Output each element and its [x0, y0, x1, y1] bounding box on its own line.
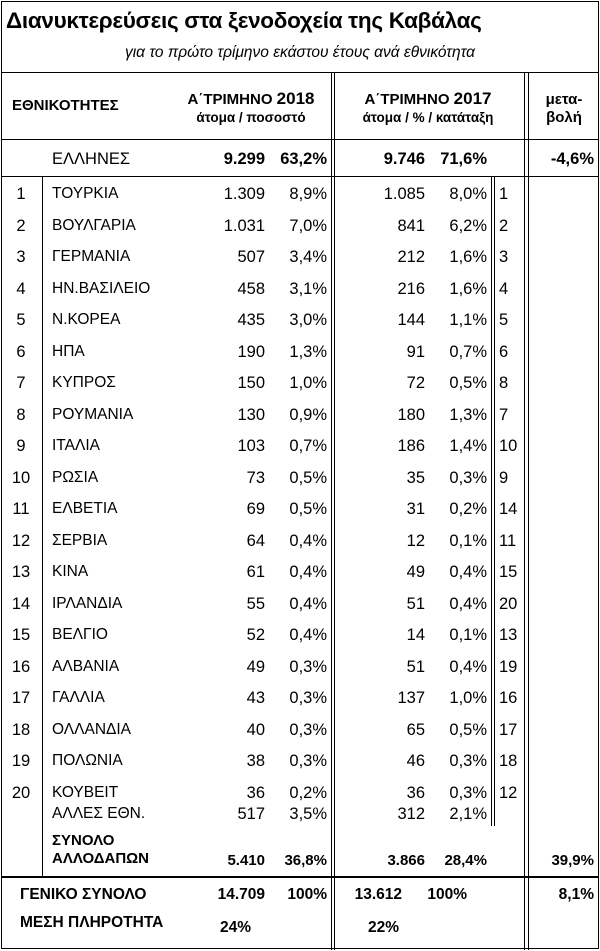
row-2018-percent: 3,0% [289, 311, 327, 329]
row-2017-value: 36 [406, 783, 425, 802]
row-2018-value: 64 [246, 531, 265, 550]
divider [2, 176, 598, 177]
header-2017-subtitle: άτομα / % / κατάταξη [362, 110, 494, 125]
row-2017-rank: 7 [499, 405, 509, 424]
row-rank: 19 [11, 752, 31, 770]
row-2018-value: 38 [246, 752, 265, 770]
row-nationality: ΙΤΑΛΙΑ [52, 437, 100, 454]
row-2018-value: 507 [237, 248, 265, 266]
row-rank: 7 [16, 374, 26, 392]
row-nationality: ΒΕΛΓΙΟ [52, 626, 108, 643]
row-2018-percent: 0,3% [289, 657, 327, 676]
row-2018-percent: 1,0% [289, 374, 327, 392]
row-2018-percent: 0,5% [289, 500, 327, 518]
row-2017-value: 180 [397, 405, 425, 424]
column-rule [491, 176, 492, 826]
row-2017-rank: 11 [499, 531, 517, 550]
row-2017-percent: 8,0% [449, 185, 487, 203]
row-nationality: ΕΛΒΕΤΙΑ [52, 500, 118, 517]
row-2018-value: 73 [246, 468, 265, 487]
others-label: ΑΛΛΕΣ ΕΘΝ. [52, 805, 146, 822]
row-rank: 13 [11, 563, 31, 581]
row-nationality: ΡΩΣΙΑ [52, 468, 99, 486]
row-2017-percent: 0,5% [449, 720, 487, 739]
row-nationality: ΟΛΛΑΝΔΙΑ [52, 720, 132, 738]
row-2017-percent: 0,4% [449, 563, 487, 581]
statistics-sheet [1, 1, 599, 949]
row-rank: 17 [11, 689, 31, 707]
row-nationality: ΣΕΡΒΙΑ [52, 531, 108, 549]
row-2018-value: 435 [237, 311, 265, 329]
row-2017-percent: 1,3% [449, 405, 487, 424]
occupancy-label: ΜΕΣΗ ΠΛΗΡΟΤΗΤΑ [20, 914, 164, 931]
header-2017-title: Α΄ΤΡΙΜΗΝΟ 2017 [364, 89, 492, 108]
row-rank: 6 [16, 342, 26, 361]
row-2017-value: 72 [406, 374, 425, 392]
row-2017-rank: 13 [499, 626, 518, 644]
header-2018-title: Α΄ΤΡΙΜΗΝΟ 2018 [187, 89, 315, 108]
row-2017-rank: 1 [499, 185, 509, 203]
row-2017-rank: 4 [499, 279, 509, 298]
row-2017-rank: 3 [499, 248, 509, 266]
row-nationality: ΓΕΡΜΑΝΙΑ [52, 248, 131, 265]
row-nationality: ΗΠΑ [52, 342, 85, 360]
row-2018-percent: 0,7% [289, 437, 327, 455]
others-2018-percent: 3,5% [289, 805, 327, 823]
row-rank: 4 [16, 279, 26, 298]
grand-total-change: 8,1% [558, 886, 594, 903]
greeks-2018-percent: 63,2% [280, 150, 327, 168]
row-nationality: ΡΟΥΜΑΝΙΑ [52, 405, 134, 423]
row-2017-percent: 0,5% [449, 374, 487, 392]
row-2017-percent: 1,0% [449, 689, 487, 707]
row-2017-rank: 10 [499, 437, 518, 455]
row-2017-percent: 1,6% [449, 248, 487, 266]
row-2017-rank: 2 [499, 216, 509, 235]
row-2018-percent: 0,5% [289, 468, 327, 487]
occupancy-2017: 22% [368, 919, 400, 936]
row-2017-value: 14 [406, 626, 425, 644]
row-2017-percent: 6,2% [449, 216, 487, 235]
foreign-total-label-line2: ΑΛΛΟΔΑΠΩΝ [52, 850, 150, 867]
row-2017-value: 1.085 [383, 185, 425, 203]
divider [2, 876, 598, 878]
row-2018-percent: 0,3% [289, 720, 327, 739]
row-2017-value: 51 [406, 657, 425, 676]
row-2017-rank: 5 [499, 311, 509, 329]
row-2017-percent: 0,3% [449, 752, 487, 770]
row-2017-rank: 6 [499, 342, 509, 361]
grand-total-2017-value: 13.612 [354, 886, 402, 903]
row-rank: 15 [11, 626, 31, 644]
row-2017-percent: 0,3% [449, 468, 487, 487]
row-2017-value: 65 [406, 720, 425, 739]
row-nationality: ΠΟΛΩΝΙΑ [52, 752, 123, 769]
row-2017-value: 216 [397, 279, 425, 298]
header-change-line1: μετα- [545, 91, 583, 108]
foreign-total-label-line1: ΣΥΝΟΛΟ [52, 832, 115, 849]
row-rank: 1 [16, 185, 26, 203]
header-change-line2: βολή [546, 109, 582, 126]
row-2017-rank: 12 [499, 783, 518, 802]
row-nationality: ΚΟΥΒΕΙΤ [52, 783, 119, 801]
row-nationality: ΚΥΠΡΟΣ [52, 374, 116, 391]
row-2017-percent: 0,2% [449, 500, 487, 518]
header-nationalities: ΕΘΝΙΚΟΤΗΤΕΣ [12, 97, 119, 114]
row-2018-percent: 0,9% [289, 405, 327, 424]
row-2017-percent: 0,7% [449, 342, 487, 361]
row-rank: 2 [16, 216, 26, 235]
divider [2, 72, 598, 73]
row-2018-value: 130 [237, 405, 265, 424]
row-2017-value: 12 [406, 531, 425, 550]
row-rank: 8 [16, 405, 26, 424]
row-2018-percent: 0,3% [289, 689, 327, 707]
row-2017-rank: 9 [499, 468, 509, 487]
column-rule [528, 72, 529, 950]
row-nationality: ΙΡΛΑΝΔΙΑ [52, 594, 123, 612]
row-2018-value: 40 [246, 720, 265, 739]
row-rank: 11 [12, 500, 30, 518]
row-2017-percent: 1,4% [449, 437, 487, 455]
row-2017-percent: 0,3% [449, 783, 487, 802]
greeks-2017-value: 9.746 [383, 150, 425, 168]
row-2018-value: 61 [246, 563, 265, 581]
row-nationality: ΒΟΥΛΓΑΡΙΑ [52, 216, 136, 234]
row-2017-percent: 0,4% [449, 657, 487, 676]
row-rank: 12 [11, 531, 31, 550]
row-2017-rank: 14 [499, 500, 518, 518]
grand-total-2017-percent: 100% [427, 886, 467, 903]
column-rule [334, 72, 335, 950]
row-2017-value: 144 [397, 311, 425, 329]
row-2018-percent: 3,1% [289, 279, 327, 298]
divider [2, 139, 598, 140]
column-rule [42, 176, 43, 876]
page-subtitle: για το πρώτο τρίμηνο εκάστου έτους ανά εθνικότητα [124, 44, 475, 61]
row-2017-percent: 0,4% [449, 594, 487, 613]
greeks-label: ΕΛΛΗΝΕΣ [52, 150, 131, 168]
row-2018-value: 43 [246, 689, 265, 707]
row-2018-percent: 0,4% [289, 594, 327, 613]
foreign-total-2018-percent: 36,8% [284, 852, 327, 869]
row-2017-rank: 18 [499, 752, 518, 770]
others-2018-value: 517 [237, 805, 265, 823]
grand-total-label: ΓΕΝΙΚΟ ΣΥΝΟΛΟ [20, 886, 147, 903]
page-title: Διανυκτερεύσεις στα ξενοδοχεία της Καβάλας [6, 8, 482, 33]
foreign-total-2018-value: 5.410 [227, 852, 265, 869]
row-2017-rank: 17 [499, 720, 518, 739]
row-2018-value: 69 [246, 500, 265, 518]
row-2018-percent: 7,0% [289, 216, 327, 235]
row-2018-percent: 0,4% [289, 563, 327, 581]
row-2017-value: 186 [397, 437, 425, 455]
row-rank: 10 [11, 468, 31, 487]
row-2017-rank: 15 [499, 563, 518, 581]
row-2018-percent: 3,4% [289, 248, 327, 266]
row-2017-percent: 1,1% [449, 311, 487, 329]
row-2018-value: 36 [246, 783, 265, 802]
header-2018-subtitle: άτομα / ποσοστό [196, 110, 306, 125]
row-2018-percent: 8,9% [289, 185, 327, 203]
row-2017-value: 841 [397, 216, 425, 235]
row-nationality: ΑΛΒΑΝΙΑ [52, 657, 120, 675]
row-2018-percent: 0,3% [289, 752, 327, 770]
greeks-change: -4,6% [550, 150, 594, 168]
column-rule [331, 72, 332, 950]
row-nationality: ΓΑΛΛΙΑ [52, 689, 105, 706]
row-2018-percent: 0,4% [289, 626, 327, 644]
row-2017-rank: 16 [499, 689, 518, 707]
row-2018-value: 103 [237, 437, 265, 455]
row-2017-value: 212 [397, 248, 425, 266]
row-2018-value: 1.309 [223, 185, 265, 203]
row-nationality: ΗΝ.ΒΑΣΙΛΕΙΟ [52, 279, 151, 297]
row-2017-rank: 8 [499, 374, 509, 392]
row-2018-value: 190 [237, 342, 265, 361]
foreign-total-change: 39,9% [551, 852, 594, 869]
grand-total-2018-percent: 100% [287, 886, 327, 903]
row-2018-value: 150 [237, 374, 265, 392]
row-2018-value: 1.031 [223, 216, 265, 235]
row-2018-value: 49 [246, 657, 265, 676]
row-rank: 14 [11, 594, 31, 613]
row-2017-percent: 0,1% [449, 531, 487, 550]
others-2017-value: 312 [397, 805, 425, 823]
foreign-total-2017-percent: 28,4% [444, 852, 487, 869]
row-2018-percent: 1,3% [289, 342, 327, 361]
grand-total-2018-value: 14.709 [217, 886, 265, 903]
row-nationality: Ν.ΚΟΡΕΑ [52, 311, 121, 328]
row-2017-percent: 0,1% [449, 626, 487, 644]
foreign-total-2017-value: 3.866 [387, 852, 425, 869]
row-2018-value: 52 [246, 626, 265, 644]
row-2018-value: 458 [237, 279, 265, 298]
row-nationality: ΤΟΥΡΚΙΑ [52, 185, 119, 202]
others-2017-percent: 2,1% [449, 805, 487, 823]
row-rank: 16 [11, 657, 31, 676]
greeks-2018-value: 9.299 [223, 150, 265, 168]
row-2017-value: 35 [406, 468, 425, 487]
column-rule [494, 176, 495, 826]
row-2017-value: 49 [406, 563, 425, 581]
row-2018-percent: 0,4% [289, 531, 327, 550]
row-2017-percent: 1,6% [449, 279, 487, 298]
row-2017-value: 137 [397, 689, 425, 707]
row-rank: 20 [11, 783, 31, 802]
row-2017-rank: 19 [499, 657, 518, 676]
row-nationality: ΚΙΝΑ [52, 563, 89, 580]
occupancy-2018: 24% [220, 919, 252, 936]
row-rank: 18 [11, 720, 31, 739]
row-2017-value: 31 [406, 500, 425, 518]
row-2017-value: 91 [406, 342, 425, 361]
row-2017-value: 51 [406, 594, 425, 613]
row-2018-percent: 0,2% [289, 783, 327, 802]
row-2018-value: 55 [246, 594, 265, 613]
row-rank: 9 [16, 437, 26, 455]
greeks-2017-percent: 71,6% [440, 150, 487, 168]
row-2017-rank: 20 [499, 594, 518, 613]
row-2017-value: 46 [406, 752, 425, 770]
row-rank: 5 [16, 311, 26, 329]
row-rank: 3 [16, 248, 26, 266]
